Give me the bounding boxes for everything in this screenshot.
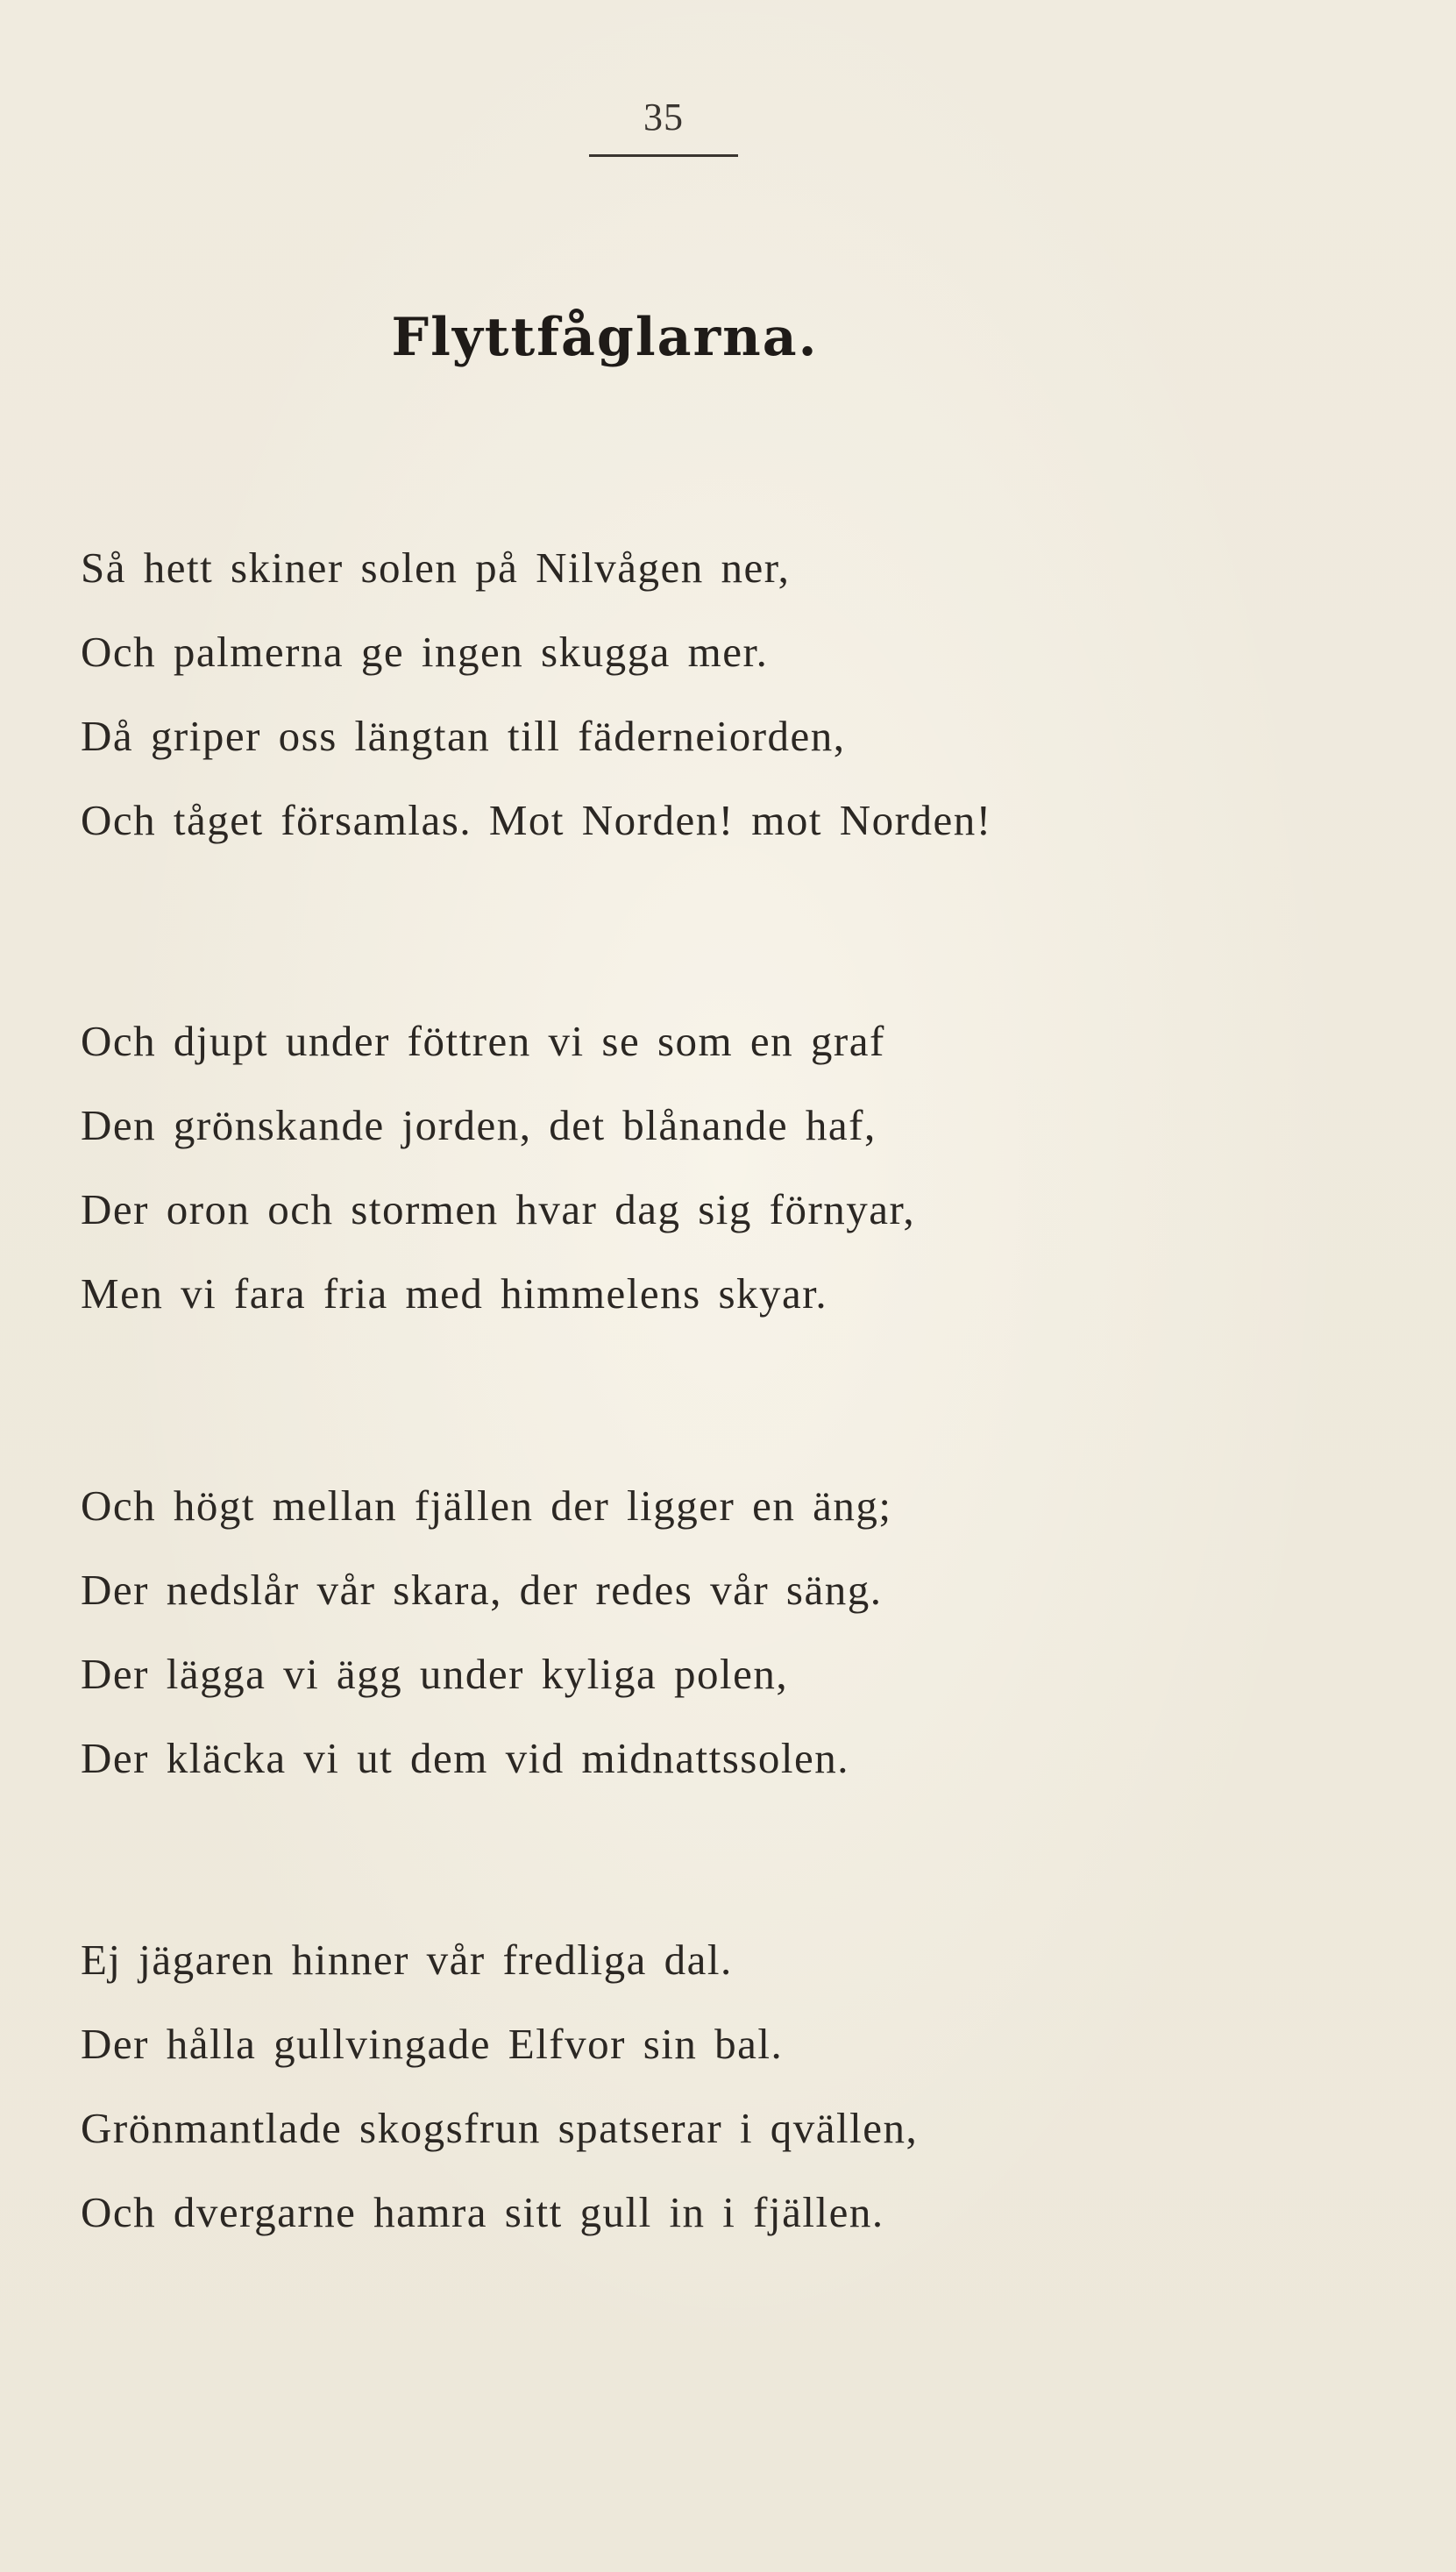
verse-line: Der kläcka vi ut dem vid midnattssolen. <box>81 1734 849 1782</box>
verse-line: Der lägga vi ägg under kyliga polen, <box>81 1650 789 1698</box>
page-number: 35 <box>643 96 684 139</box>
verse-line: Grönmantlade skogsfrun spatserar i qvällen, <box>81 2104 919 2152</box>
poem-title: Flyttfåglarna. <box>391 307 819 368</box>
stanza-3 <box>81 1464 1396 1801</box>
page-number-rule <box>589 154 738 157</box>
verse-line: Den grönskande jorden, det blånande haf, <box>81 1101 877 1149</box>
verse-line: Der oron och stormen hvar dag sig förnyar, <box>81 1185 916 1233</box>
verse-line: Der hålla gullvingade Elfvor sin bal. <box>81 2020 784 2068</box>
verse-line: Och tåget församlas. Mot Norden! mot Norden! <box>81 796 992 844</box>
stanza-4 <box>81 1918 1396 2255</box>
verse-line: Och högt mellan fjällen der ligger en äng; <box>81 1481 892 1530</box>
verse-line: Ej jägaren hinner vår fredliga dal. <box>81 1936 733 1984</box>
stanza-1 <box>81 526 1396 863</box>
verse-line: Men vi fara fria med himmelens skyar. <box>81 1269 828 1318</box>
verse-line: Så hett skiner solen på Nilvågen ner, <box>81 544 791 592</box>
verse-line: Och djupt under föttren vi se som en graf <box>81 1017 885 1065</box>
verse-line: Och palmerna ge ingen skugga mer. <box>81 628 769 676</box>
verse-line: Der nedslår vår skara, der redes vår säng. <box>81 1566 883 1614</box>
stanza-2 <box>81 999 1396 1336</box>
verse-line: Då griper oss längtan till fäderneiorden, <box>81 712 846 760</box>
verse-line: Och dvergarne hamra sitt gull in i fjällen. <box>81 2188 884 2236</box>
